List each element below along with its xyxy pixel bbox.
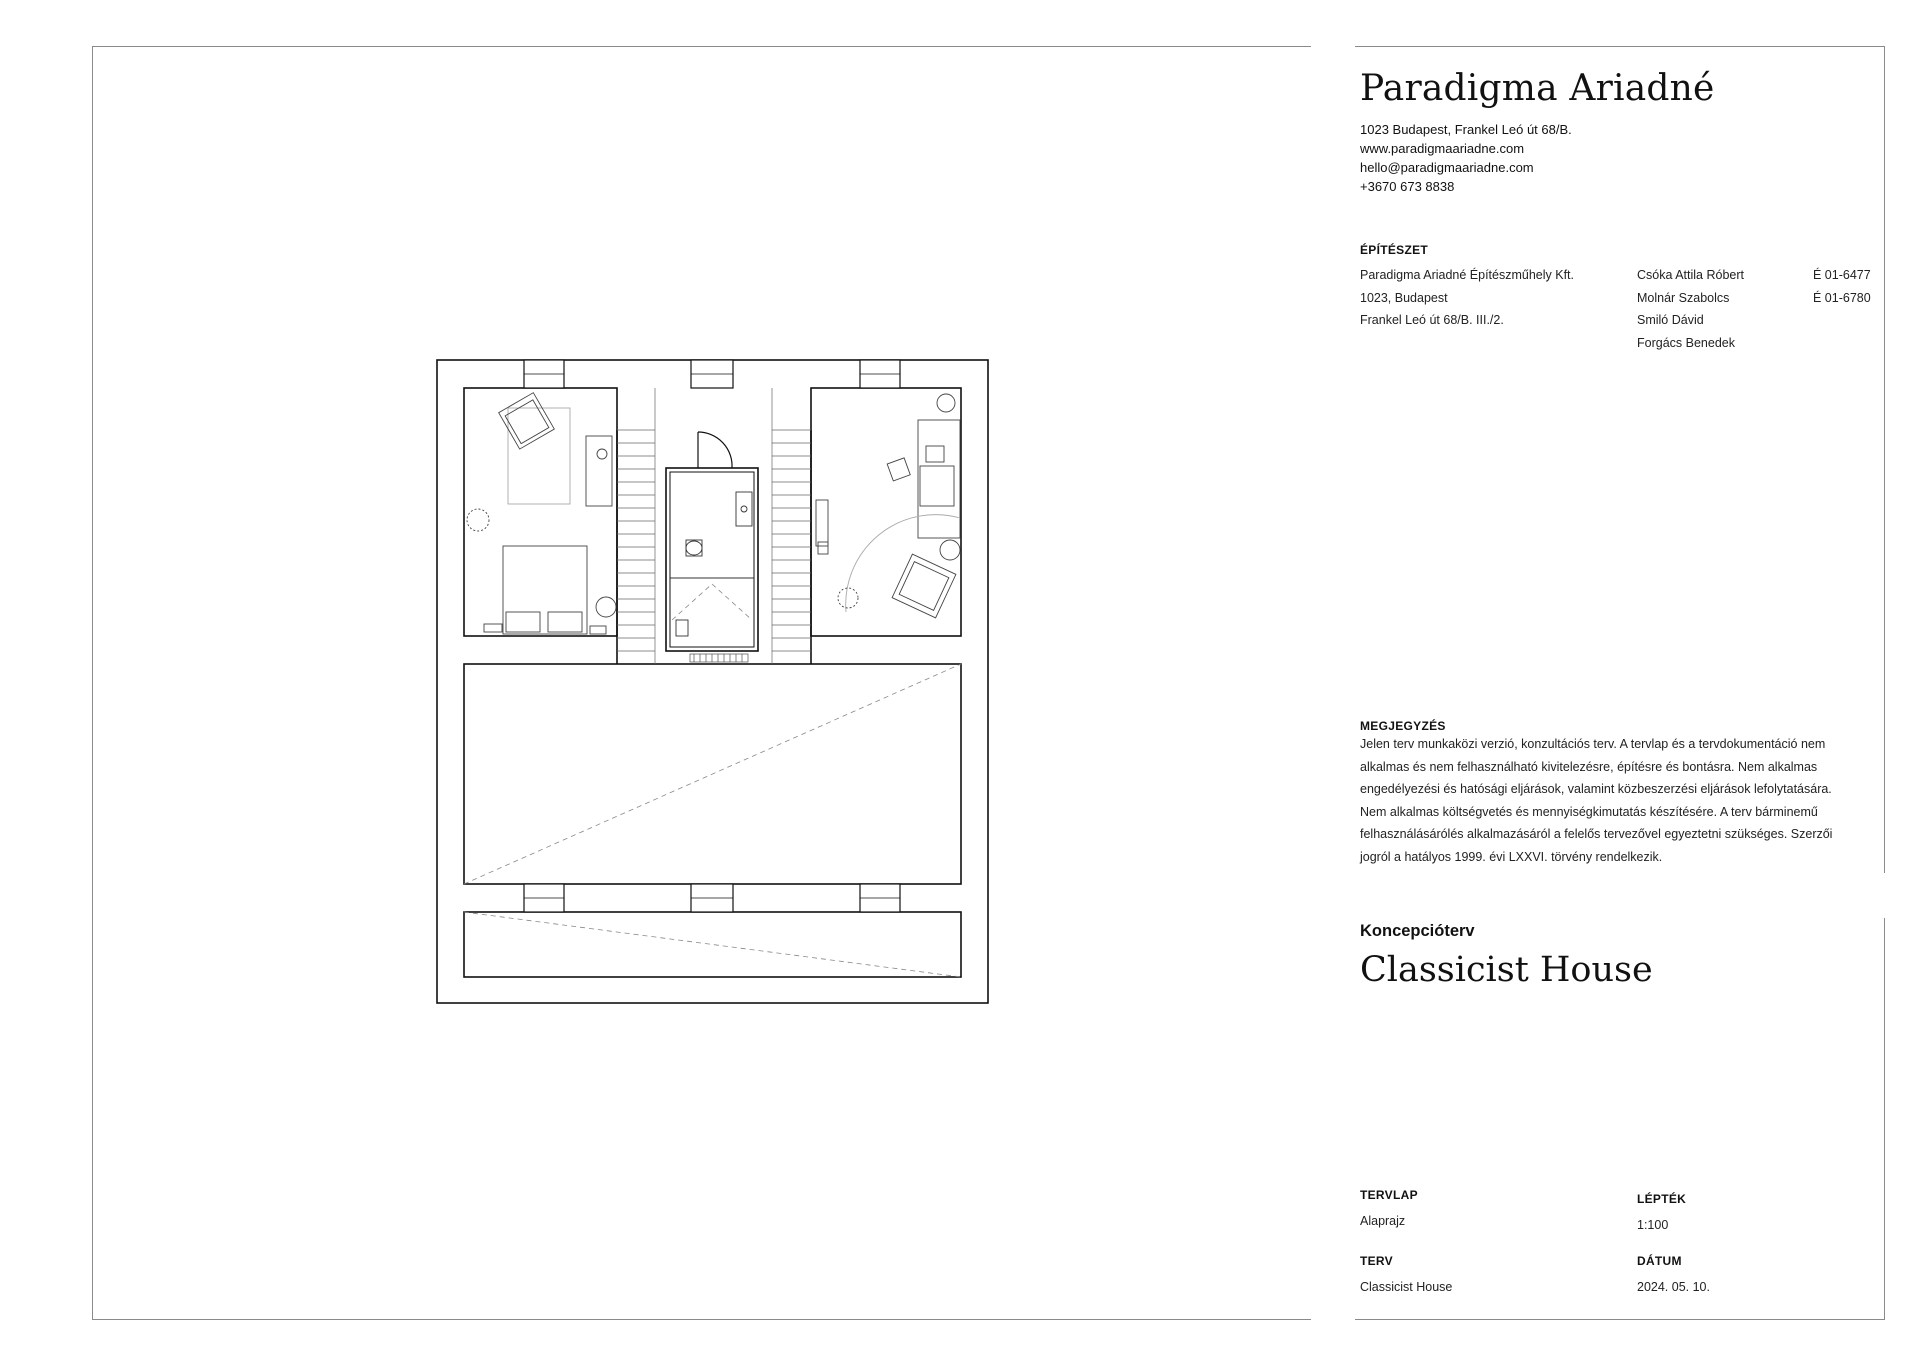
company-line: Frankel Leó út 68/B. III./2. — [1360, 313, 1504, 327]
scale-label: LÉPTÉK — [1637, 1192, 1687, 1206]
architect-license: É 01-6780 — [1813, 291, 1871, 305]
company-line: Paradigma Ariadné Építészműhely Kft. — [1360, 268, 1575, 282]
date-label: DÁTUM — [1637, 1254, 1682, 1268]
plan-label: TERV — [1360, 1254, 1393, 1268]
firm-address: 1023 Budapest, Frankel Leó út 68/B. — [1360, 122, 1572, 137]
architect-name: Molnár Szabolcs — [1637, 291, 1730, 305]
firm-phone: +3670 673 8838 — [1360, 179, 1455, 194]
firm-name: Paradigma Ariadné — [1360, 68, 1715, 109]
architect-name: Forgács Benedek — [1637, 336, 1735, 350]
project-title: Classicist House — [1360, 950, 1653, 990]
firm-website[interactable]: www.paradigmaariadne.com — [1360, 141, 1525, 156]
scale-value: 1:100 — [1637, 1218, 1669, 1232]
project-subtitle: Koncepcióterv — [1360, 922, 1475, 940]
firm-email[interactable]: hello@paradigmaariadne.com — [1360, 160, 1534, 175]
architecture-heading: ÉPÍTÉSZET — [1360, 243, 1429, 257]
note-heading: MEGJEGYZÉS — [1360, 719, 1446, 733]
architect-name: Smiló Dávid — [1637, 313, 1704, 327]
architect-name: Csóka Attila Róbert — [1637, 268, 1744, 282]
sheet-value: Alaprajz — [1360, 1214, 1406, 1228]
company-line: 1023, Budapest — [1360, 291, 1448, 305]
plan-value: Classicist House — [1360, 1280, 1453, 1294]
note-text: Jelen terv munkaközi verzió, konzultációs terv. A tervlap és a tervdokumentáció nem alkalmas és nem felhasználható kivitelezésre, építésre és bontásra. Nem alkalmas engedélyezési és hatósági eljárások, valamint közbeszerzési eljárások lefolytatására. Nem alkalmas költségvetés és mennyiségkimutatás készítésére. A terv bárminemű felhasználásárólés alkalmazásáról a felelős tervezővel egyeztetni szükséges. Szerzői jogról a hatályos 1999. évi LXXVI. törvény rendelkezik. — [1360, 737, 1833, 864]
date-value: 2024. 05. 10. — [1637, 1280, 1710, 1294]
architect-license: É 01-6477 — [1813, 268, 1871, 282]
sheet-label: TERVLAP — [1360, 1188, 1418, 1202]
